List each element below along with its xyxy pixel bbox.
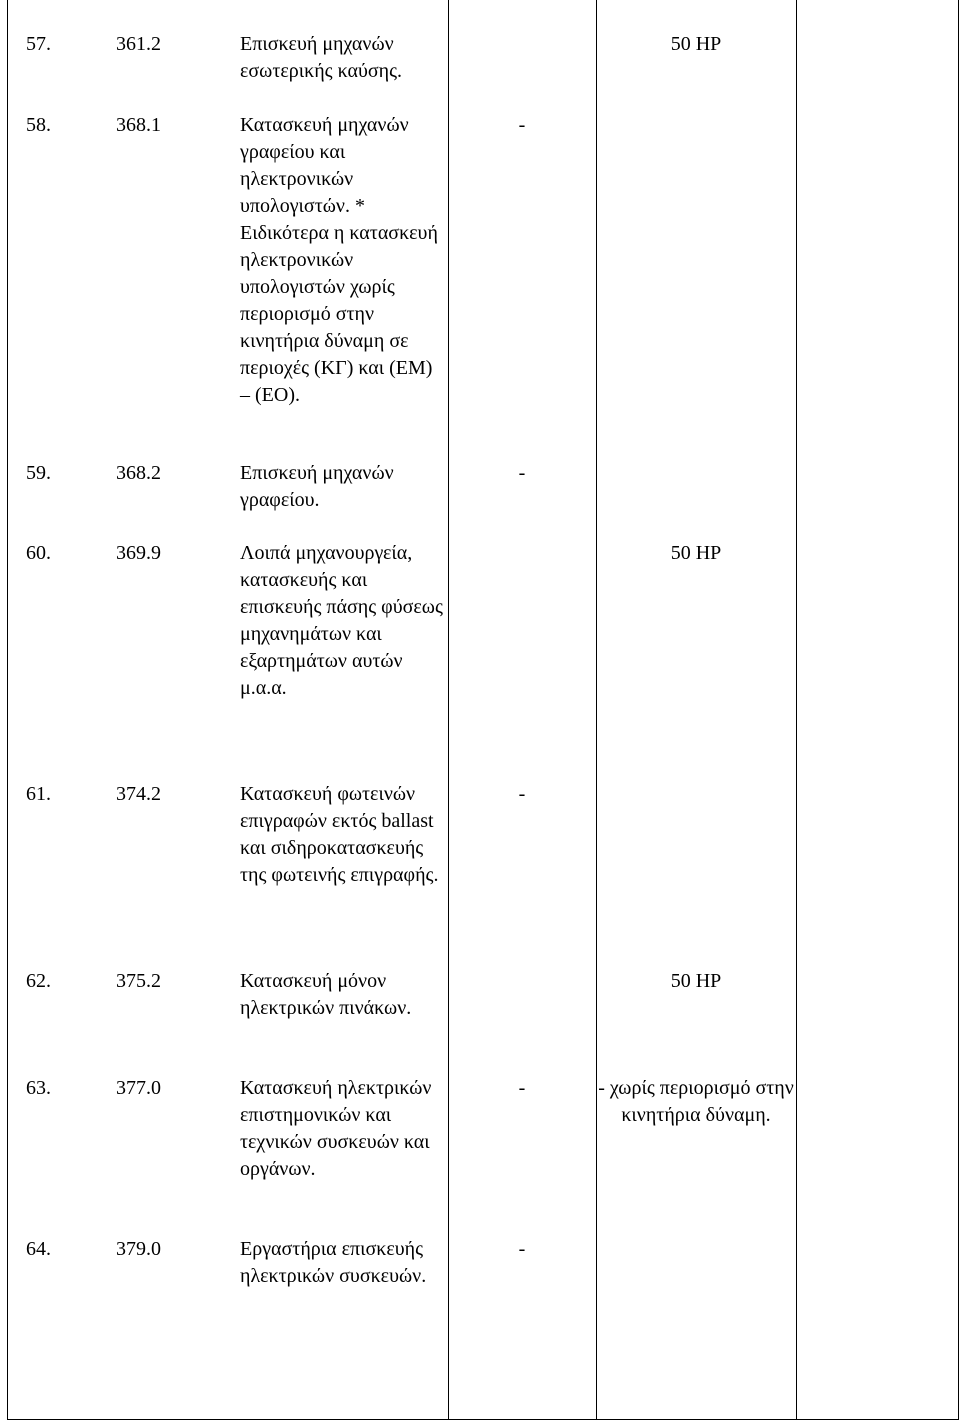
- activity-code: 375.2: [116, 970, 161, 992]
- activity-code: 361.2: [116, 33, 161, 55]
- activity-description: Εργαστήρια επισκευής ηλεκτρικών συσκευών.: [240, 1238, 427, 1287]
- activity-code: 368.1: [116, 114, 161, 136]
- row-number: 59.: [26, 462, 51, 484]
- cell-col5: 50 HP: [670, 33, 722, 55]
- table-frame: [7, 0, 959, 1420]
- row-number: 63.: [26, 1077, 51, 1099]
- cell-col4: -: [518, 462, 526, 484]
- cell-col4: -: [518, 1077, 526, 1099]
- row-number: 60.: [26, 542, 51, 564]
- activity-description: Κατασκευή μηχανών γραφείου και ηλεκτρονικών υπολογιστών. * Ειδικότερα η κατασκευή ηλεκτρονικών υπολογιστών χωρίς περιορισμό στην κινητήρια δύναμη σε περιοχές (ΚΓ) και (ΕΜ) – (ΕΟ).: [240, 114, 438, 406]
- cell-col5: 50 HP: [670, 970, 722, 992]
- activity-description: Λοιπά μηχανουργεία, κατασκευής και επισκευής πάσης φύσεως μηχανημάτων και εξαρτημάτων αυτών μ.α.α.: [240, 542, 443, 699]
- activity-description: Κατασκευή μόνον ηλεκτρικών πινάκων.: [240, 970, 412, 1019]
- activity-code: 379.0: [116, 1238, 161, 1260]
- cell-col4: -: [518, 114, 526, 136]
- activity-description: Επισκευή μηχανών εσωτερικής καύσης.: [240, 33, 403, 82]
- row-number: 61.: [26, 783, 51, 805]
- activity-code: 377.0: [116, 1077, 161, 1099]
- activity-code: 369.9: [116, 542, 161, 564]
- row-number: 62.: [26, 970, 51, 992]
- row-number: 64.: [26, 1238, 51, 1260]
- activity-description: Επισκευή μηχανών γραφείου.: [240, 462, 394, 511]
- cell-col5: 50 HP: [670, 542, 722, 564]
- column-divider: [796, 0, 797, 1419]
- activity-description: Κατασκευή φωτεινών επιγραφών εκτός ballast και σιδηροκατασκευής της φωτεινής επιγραφής.: [240, 783, 439, 886]
- cell-col5: - χωρίς περιορισμό στην κινητήρια δύναμη.: [598, 1077, 794, 1126]
- cell-col4: -: [518, 783, 526, 805]
- activity-description: Κατασκευή ηλεκτρικών επιστημονικών και τεχνικών συσκευών και οργάνων.: [240, 1077, 432, 1180]
- cell-col4: -: [518, 1238, 526, 1260]
- activity-code: 368.2: [116, 462, 161, 484]
- activity-code: 374.2: [116, 783, 161, 805]
- column-divider: [596, 0, 597, 1419]
- column-divider: [448, 0, 449, 1419]
- row-number: 57.: [26, 33, 51, 55]
- row-number: 58.: [26, 114, 51, 136]
